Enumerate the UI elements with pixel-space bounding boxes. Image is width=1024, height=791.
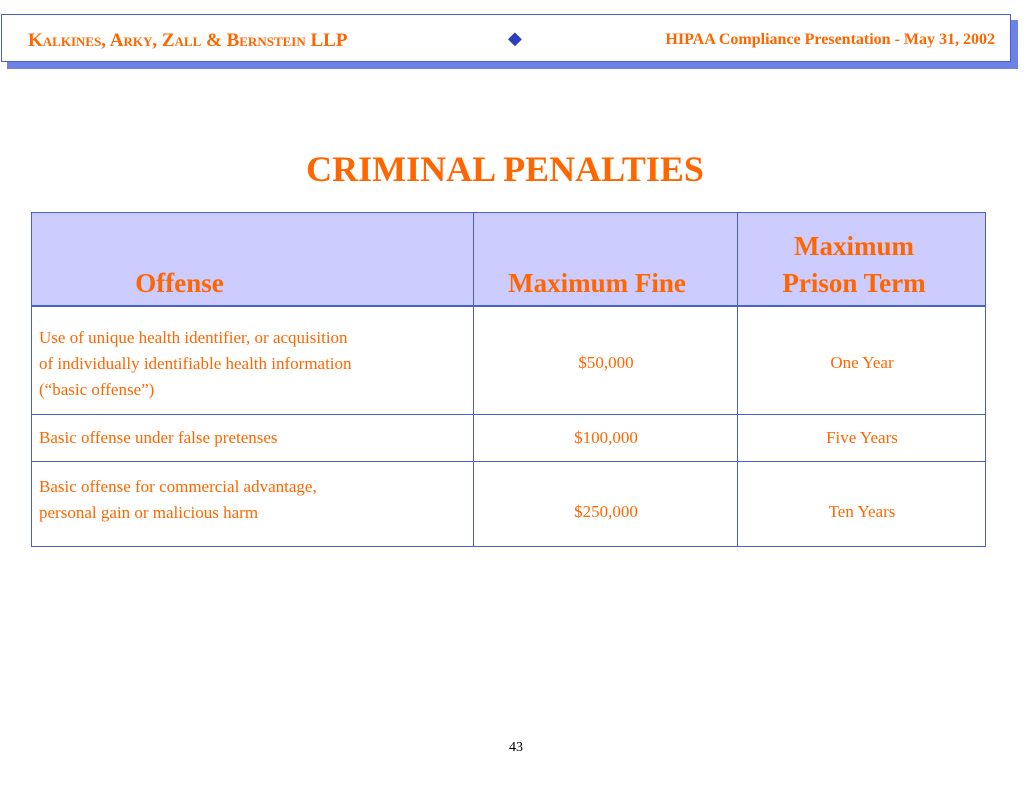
header-maximum-prison-term (738, 228, 970, 302)
header-term-line1: Maximum (794, 231, 914, 261)
offense-cell: Basic offense under false pretenses (39, 428, 278, 447)
header-bar (1, 14, 1011, 62)
term-cell: Ten Years (828, 502, 896, 521)
header-term-line2: Prison Term (782, 268, 926, 298)
column-divider (473, 213, 474, 546)
header-maximum-fine: Maximum Fine (508, 268, 686, 298)
fine-cell: $100,000 (574, 428, 638, 447)
row-divider (32, 461, 985, 462)
fine-cell: $250,000 (574, 502, 638, 521)
page-number: 43 (509, 740, 523, 755)
offense-cell: Use of unique health identifier, or acquisition of individually identifiable health information (“basic offense”) (39, 328, 352, 399)
offense-cell: Basic offense for commercial advantage, personal gain or malicious harm (39, 477, 317, 522)
header-offense: Offense (135, 268, 224, 298)
slide-title: CRIMINAL PENALTIES (306, 149, 704, 189)
term-cell: Five Years (826, 428, 898, 447)
diamond-icon: ◆ (508, 28, 522, 48)
term-cell: One Year (830, 353, 894, 372)
fine-cell: $50,000 (578, 353, 634, 372)
row-divider (32, 414, 985, 415)
presentation-title: HIPAA Compliance Presentation - May 31, 2002 (665, 31, 995, 48)
firm-name: Kalkines, Arky, Zall & Bernstein LLP (28, 30, 348, 51)
penalties-table (31, 212, 986, 547)
